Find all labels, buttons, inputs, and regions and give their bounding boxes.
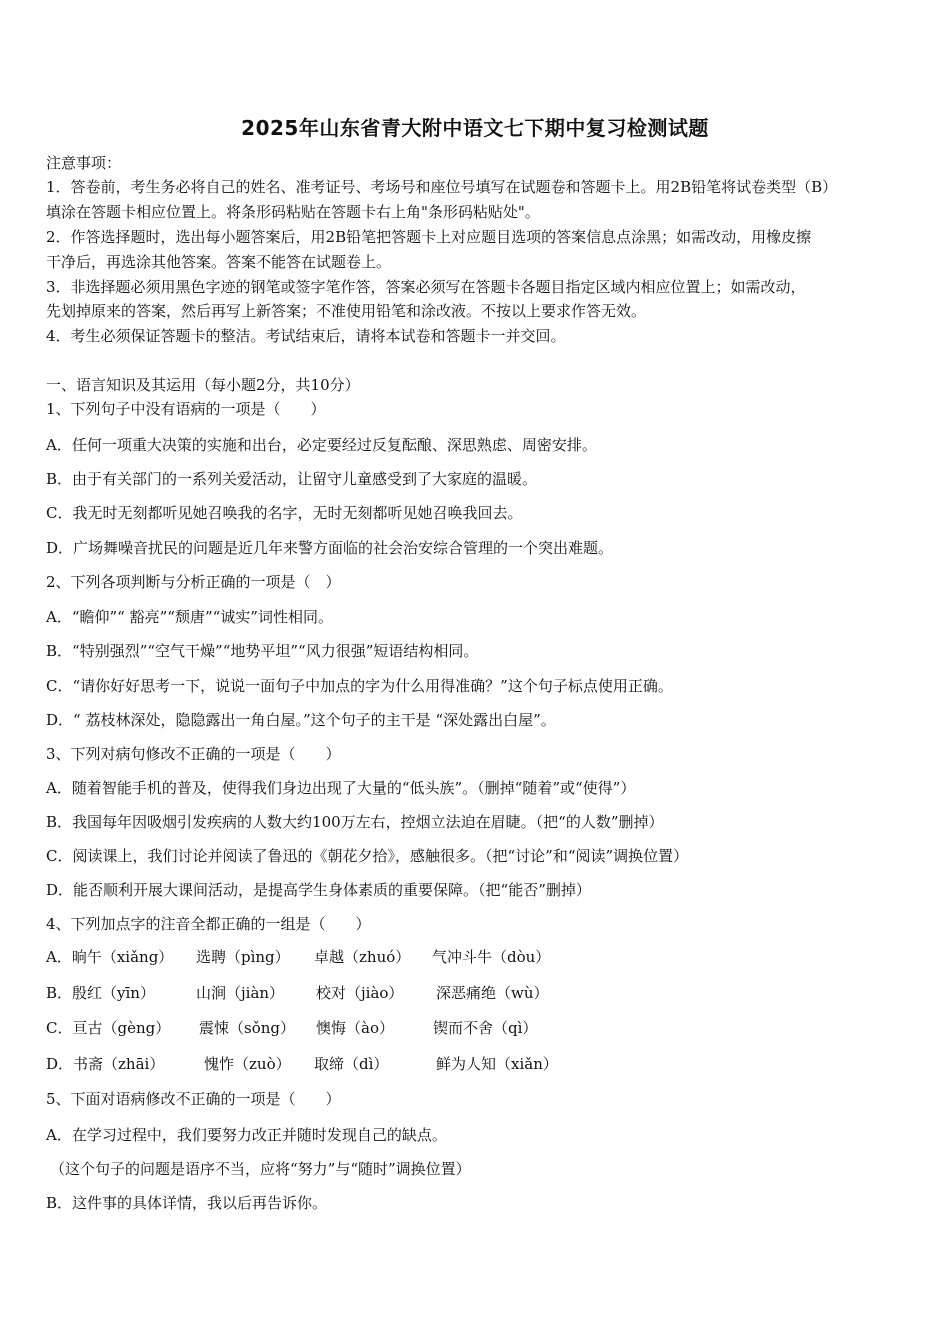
pinyin-item: 选聘（pìng）: [196, 948, 290, 966]
question-4-option-b: [46, 982, 906, 1004]
question-2-option-a: A．“瞻仰”“ 豁亮”“颓唐”“诚实”词性相同。: [46, 608, 333, 626]
section-heading: 一、语言知识及其运用（每小题2分，共10分）: [46, 376, 360, 394]
question-1-option-a: A．任何一项重大决策的实施和出台，必定要经过反复酝酿、深思熟虑、周密安排。: [46, 436, 597, 454]
question-5-option-b: B．这件事的具体详情，我以后再告诉你。: [46, 1194, 328, 1212]
question-1-option-c: C．我无时无刻都听见她召唤我的名字，无时无刻都听见她召唤我回去。: [46, 504, 523, 522]
pinyin-item: D．书斋（zhāi）: [46, 1055, 165, 1073]
pinyin-item: C．亘古（gèng）: [46, 1019, 171, 1037]
question-5-option-a-note: （这个句子的问题是语序不当，应将“努力”与“随时”调换位置）: [50, 1160, 471, 1178]
question-2-option-c: C．“请你好好思考一下，说说一面句子中加点的字为什么用得准确？”这个句子标点使用正确。: [46, 677, 673, 695]
question-4-option-d: [46, 1053, 906, 1075]
question-3-option-a: A．随着智能手机的普及，使得我们身边出现了大量的“低头族”。（删掉“随着”或“使得”）: [46, 779, 636, 797]
question-2-stem: 2、下列各项判断与分析正确的一项是（ ）: [46, 573, 341, 591]
pinyin-item: 气冲斗牛（dòu）: [432, 948, 551, 966]
question-5-stem: 5、下面对语病修改不正确的一项是（ ）: [46, 1090, 341, 1108]
question-5-option-a: A．在学习过程中，我们要努力改正并随时发现自己的缺点。: [46, 1126, 447, 1144]
pinyin-item: 愧怍（zuò）: [204, 1055, 291, 1073]
page-title: 2025年山东省青大附中语文七下期中复习检测试题: [241, 116, 709, 140]
question-3-stem: 3、下列对病句修改不正确的一项是（ ）: [46, 745, 341, 763]
question-1-option-b: B．由于有关部门的一系列关爱活动，让留守儿童感受到了大家庭的温暖。: [46, 470, 538, 488]
notice-line: 4．考生必须保证答题卡的整洁。考试结束后，请将本试卷和答题卡一并交回。: [46, 327, 566, 345]
pinyin-item: 懊悔（ào）: [316, 1019, 394, 1037]
notice-line: 先划掉原来的答案，然后再写上新答案；不准使用铅笔和涂改液。不按以上要求作答无效。: [46, 302, 647, 320]
question-4-option-c: [46, 1017, 906, 1039]
notice-line: 1．答卷前，考生务必将自己的姓名、准考证号、考场号和座位号填写在试题卷和答题卡上。用2B铅笔将试卷类型（B）: [46, 178, 838, 196]
question-3-option-b: B．我国每年因吸烟引发疾病的人数大约100万左右，控烟立法迫在眉睫。（把“的人数”删掉）: [46, 813, 664, 831]
notice-line: 2．作答选择题时，选出每小题答案后，用2B铅笔把答题卡上对应题目选项的答案信息点涂黑；如需改动，用橡皮擦: [46, 228, 812, 246]
question-1-stem: 1、下列句子中没有语病的一项是（ ）: [46, 400, 326, 418]
pinyin-item: 取缔（dì）: [314, 1055, 389, 1073]
pinyin-item: 卓越（zhuó）: [314, 948, 411, 966]
question-2-option-d: D．“ 荔枝林深处，隐隐露出一角白屋。”这个句子的主干是 “深处露出白屋”。: [46, 711, 556, 729]
question-1-option-d: D．广场舞噪音扰民的问题是近几年来警方面临的社会治安综合管理的一个突出难题。: [46, 539, 614, 557]
pinyin-item: 校对（jiào）: [316, 984, 404, 1002]
pinyin-item: 鲜为人知（xiǎn）: [436, 1055, 558, 1073]
notice-line: 3．非选择题必须用黑色字迹的钢笔或签字笔作答，答案必须写在答题卡各题目指定区域内相应位置上；如需改动，: [46, 278, 806, 296]
question-2-option-b: B．“特别强烈”“空气干燥”“地势平坦”“风力很强”短语结构相同。: [46, 642, 479, 660]
pinyin-item: 深恶痛绝（wù）: [436, 984, 549, 1002]
notice-line: 填涂在答题卡相应位置上。将条形码粘贴在答题卡右上角"条形码粘贴处"。: [46, 203, 540, 221]
pinyin-item: 震悚（sǒng）: [199, 1019, 295, 1037]
question-3-option-c: C．阅读课上，我们讨论并阅读了鲁迅的《朝花夕拾》，感触很多。（把“讨论”和“阅读”调换位置）: [46, 847, 689, 865]
pinyin-item: A．晌午（xiǎng）: [46, 948, 174, 966]
notice-heading: 注意事项：: [46, 154, 122, 172]
pinyin-item: B．殷红（yīn）: [46, 984, 155, 1002]
question-4-option-a: [46, 946, 906, 968]
pinyin-item: 锲而不舍（qì）: [433, 1019, 538, 1037]
question-3-option-d: D．能否顺利开展大课间活动，是提高学生身体素质的重要保障。（把“能否”删掉）: [46, 881, 591, 899]
question-4-stem: 4、下列加点字的注音全都正确的一组是（ ）: [46, 915, 371, 933]
pinyin-item: 山涧（jiàn）: [196, 984, 285, 1002]
notice-line: 干净后，再选涂其他答案。答案不能答在试题卷上。: [46, 253, 392, 271]
